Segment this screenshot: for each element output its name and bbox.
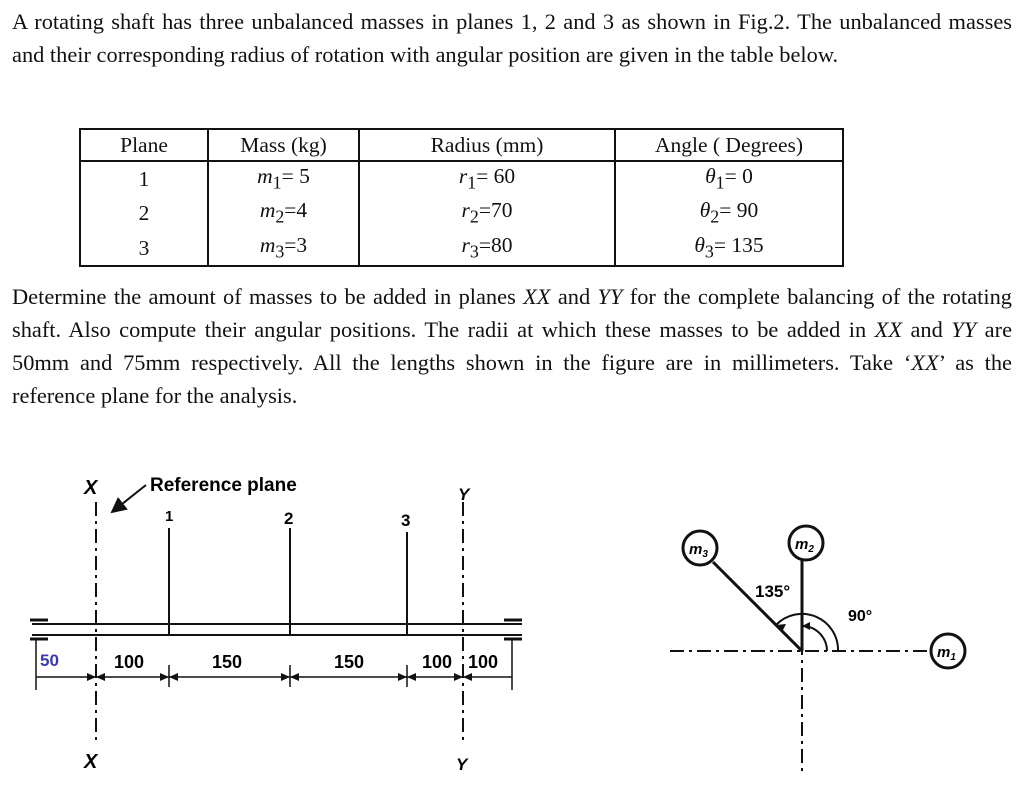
dim-100-b: 100 (422, 652, 453, 672)
mass-table (79, 128, 844, 267)
plane-1-label: 1 (165, 508, 174, 525)
label-x-bottom: X (84, 751, 98, 773)
problem-intro: A rotating shaft has three unbalanced masses in planes 1, 2 and 3 as shown in Fig.2. The unbalanced masses and their corresponding radius of rotation with angular position are given in the table below. (12, 9, 1012, 67)
problem-task: Determine the amount of masses to be added in planes XX and YY for the complete balancing of the rotating shaft. Also compute their angular positions. The radii at which these masses to be added in XX and YY are 50mm and 75mm respectively. All the lengths shown in the figure are in millimeters. Take ‘XX’ as the reference plane for the analysis. (12, 284, 1013, 408)
table-row (80, 196, 843, 230)
cell-radius: $r_1= 60$ (359, 161, 615, 196)
cell-radius: $r_2=70$ (359, 196, 615, 230)
mass-m3-label: $m_3$ (689, 541, 708, 560)
cell-mass: $m_2=4$ (208, 196, 359, 230)
table-row (80, 161, 843, 196)
cell-angle: $\theta_1= 0$ (615, 161, 843, 196)
dim-100-c: 100 (468, 652, 499, 672)
angular-position-diagram (670, 526, 965, 775)
mass-m1-label: $m_1$ (937, 644, 956, 663)
dim-150-a: 150 (212, 652, 243, 672)
cell-plane: 1 (80, 161, 208, 196)
header-plane: Plane (80, 129, 208, 161)
cell-mass: $m_1= 5$ (208, 161, 359, 196)
angle-90-label: 90° (848, 608, 873, 625)
cell-plane: 3 (80, 231, 208, 266)
shaft-figure (0, 440, 1024, 790)
cell-angle: $\theta_3= 135$ (615, 231, 843, 266)
table-row (80, 231, 843, 266)
left-break-icon (30, 620, 48, 639)
table-header-row (80, 129, 843, 161)
label-y-bottom: Y (456, 755, 468, 774)
cell-mass: $m_3=3$ (208, 231, 359, 266)
mass-m2-label: $m_2$ (795, 536, 814, 555)
cell-plane: 2 (80, 196, 208, 230)
shaft-side-view (30, 485, 522, 745)
header-angle: Angle ( Degrees) (615, 129, 843, 161)
header-mass: Mass (kg) (208, 129, 359, 161)
right-break-icon (504, 620, 522, 639)
dim-150-b: 150 (334, 652, 365, 672)
plane-3-label: 3 (401, 511, 411, 530)
reference-plane-label: Reference plane (150, 475, 297, 496)
header-radius: Radius (mm) (359, 129, 615, 161)
cell-angle: $\theta_2= 90$ (615, 196, 843, 230)
angle-135-label: 135° (755, 582, 791, 601)
label-x-top: X (84, 477, 98, 499)
dim-100-a: 100 (114, 652, 145, 672)
angle-arrows (776, 622, 810, 632)
dim-50: 50 (40, 651, 59, 670)
label-y-top: Y (458, 485, 470, 504)
plane-2-label: 2 (284, 509, 294, 528)
cell-radius: $r_3=80$ (359, 231, 615, 266)
